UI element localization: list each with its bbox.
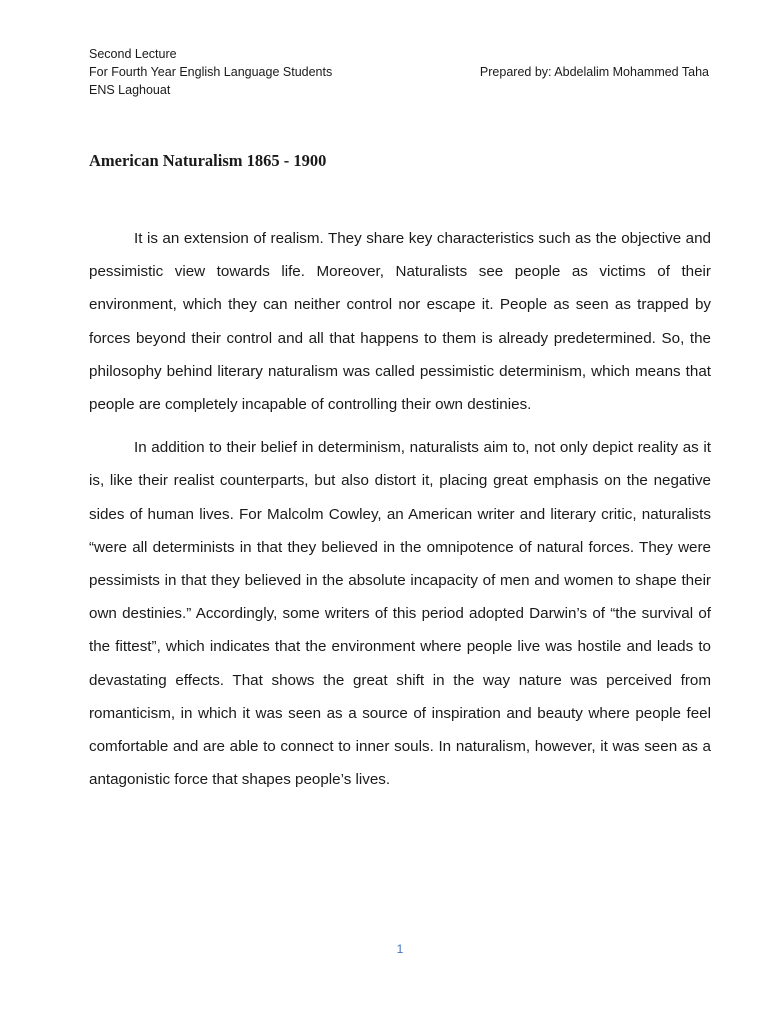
document-title: American Naturalism 1865 - 1900 (89, 151, 327, 170)
paragraph: In addition to their belief in determinism, naturalists aim to, not only depict reality as it is, like their realist counterparts, but also distort it, placing great emphasis on the negative sides of human lives. For Malcolm Cowley, an American writer and literary critic, naturalists “were all determinists in that they believed in the omnipotence of natural forces. They were pessimists in that they believed in the absolute incapacity of men and women to shape their own destinies.” Accordingly, some writers of this period adopted Darwin’s of “the survival of the fittest”, which indicates that the environment where people live was hostile and leads to devastating effects. That shows the great shift in the way nature was perceived from romanticism, in which it was seen as a source of inspiration and beauty where people feel comfortable and are able to connect to inner souls. In naturalism, however, it was seen as a antagonistic force that shapes people’s lives. (89, 439, 711, 789)
header-audience-line: For Fourth Year English Language Students (89, 65, 333, 79)
paragraph: It is an extension of realism. They share key characteristics such as the objective and pessimistic view towards life. Moreover, Naturalists see people as victims of their environment, which they can neither control nor escape it. People as seen as trapped by forces beyond their control and all that happens to them is already predetermined. So, the philosophy behind literary naturalism was called pessimistic determinism, which means that people are completely incapable of controlling their own destinies. (89, 230, 711, 414)
header-lecture-line: Second Lecture (89, 47, 177, 61)
page-number: 1 (396, 942, 404, 956)
header-author: Prepared by: Abdelalim Mohammed Taha (479, 65, 709, 79)
document-body (89, 222, 711, 796)
header-institution-line: ENS Laghouat (89, 83, 171, 97)
document-header (89, 45, 719, 99)
